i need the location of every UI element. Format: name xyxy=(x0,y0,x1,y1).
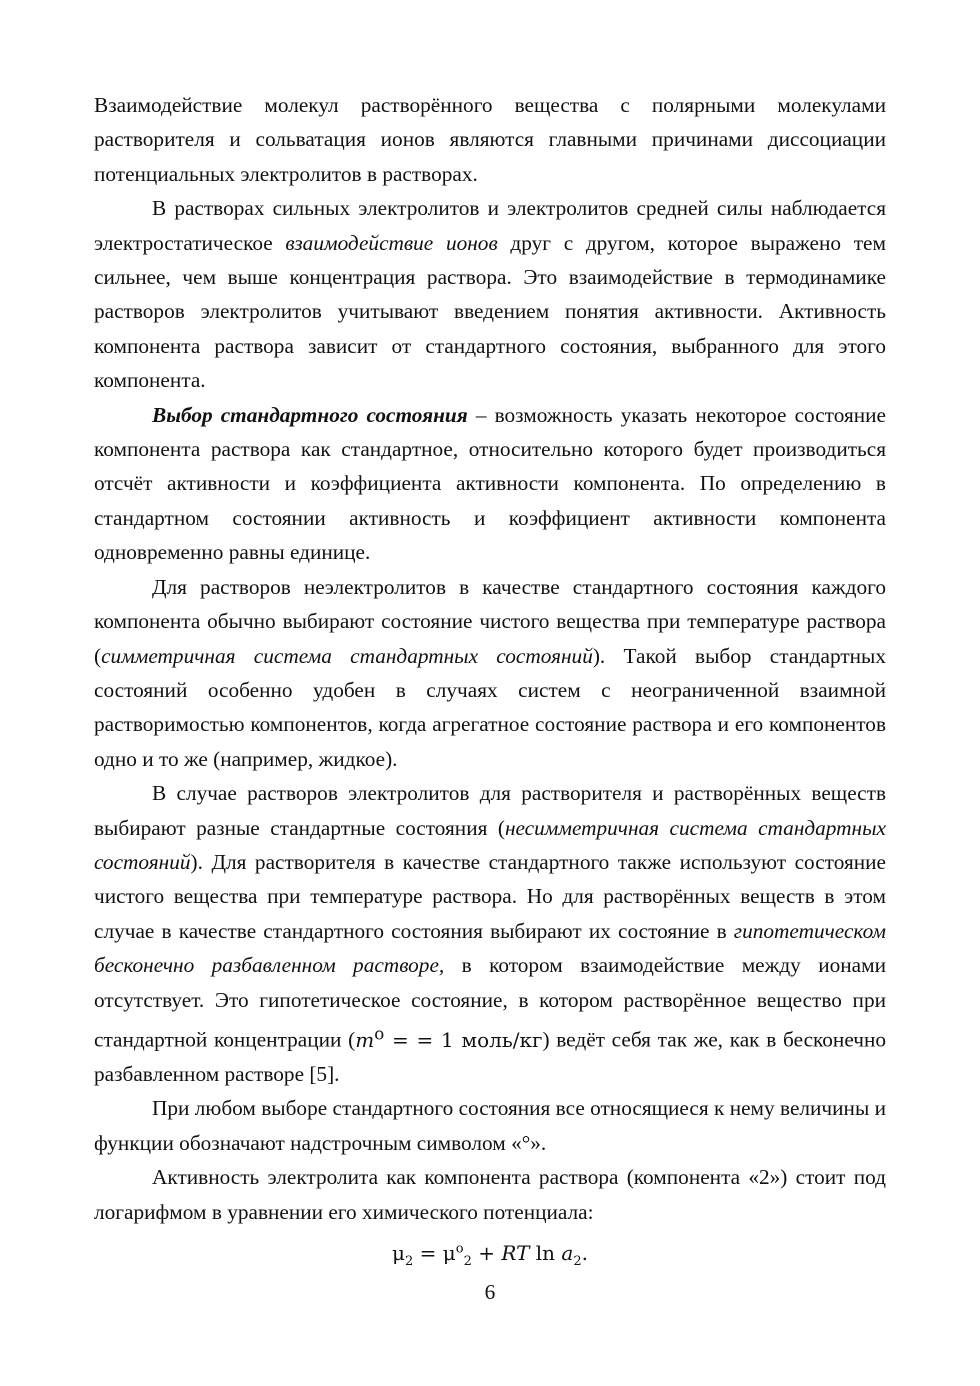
math-value: = = 1 моль/кг xyxy=(384,1027,543,1052)
body-text xyxy=(94,88,886,1229)
formula-a-sub: 2 xyxy=(573,1254,582,1269)
paragraph-6-text: При любом выборе стандартного состояния все относящиеся к нему величины и функции обозначают надстрочным символом «°». xyxy=(94,1096,886,1155)
paragraph-3-term: Выбор стандартного состояния xyxy=(152,402,468,427)
formula-ln: ln xyxy=(529,1241,562,1265)
paragraph-3-text: – возможность указать некоторое состояние компонента раствора как стандартное, относительно которого будет производиться отсчёт активности и коэффициента активности компонента. По определению в стандартном состоянии активность и коэффициент активности компонента одновременно равны единице. xyxy=(94,402,886,565)
paragraph-5-math xyxy=(355,1023,543,1052)
paragraph-4-text-a: Для растворов неэлектролитов в качестве стандартного состояния каждого компонента обычно выбирают состояние чистого вещества при температуре раствора ( xyxy=(94,574,886,668)
paragraph-6 xyxy=(94,1091,886,1160)
formula-equals: = xyxy=(413,1241,443,1265)
paragraph-4-italic-term: симметричная система стандартных состояний xyxy=(101,643,593,668)
formula-mu-sub: 2 xyxy=(405,1254,414,1269)
paragraph-5-italic-term-2: гипотетическом бесконечно разбавленном растворе, xyxy=(94,918,886,978)
paragraph-2-italic-term: взаимодействие ионов xyxy=(285,230,498,255)
paragraph-1 xyxy=(94,88,886,191)
formula-rt: RT xyxy=(501,1241,530,1265)
paragraph-7-text: Активность электролита как компонента раствора (компонента «2») стоит под логарифмом в уравнении его химического потенциала: xyxy=(94,1165,886,1224)
paragraph-4-text-c: ). Такой выбор стандартных состояний особенно удобен в случаях систем с неограниченной взаимной растворимостью компонентов, когда агрегатное состояние раствора и его компонентов одно и то же (например, жидкое). xyxy=(94,643,886,771)
paragraph-1-text: Взаимодействие молекул растворённого вещества с полярными молекулами растворителя и сольватация ионов являются главными причинами диссоциации потенциальных электролитов в растворах. xyxy=(94,93,886,186)
formula-body xyxy=(392,1241,588,1269)
formula-mu: μ xyxy=(392,1241,405,1265)
math-m-sup: o xyxy=(374,1023,385,1043)
paragraph-4 xyxy=(94,570,886,776)
paragraph-5-text-a: В случае растворов электролитов для растворителя и растворённых веществ выбирают разные стандартные состояния ( xyxy=(94,781,886,840)
paragraph-5-italic-term: несимметричная система стандартных состояний xyxy=(94,815,886,874)
paragraph-2 xyxy=(94,191,886,397)
paragraph-5 xyxy=(94,776,886,1091)
formula-mu0: μ xyxy=(442,1241,456,1265)
paragraph-5-text-e: в котором взаимодействие между ионами отсутствует. Это гипотетическое состояние, в котором растворённое вещество при стандартной концентрации ( xyxy=(94,953,886,1052)
formula-period: . xyxy=(581,1241,588,1265)
paragraph-2-text-a: В растворах сильных электролитов и электролитов средней силы наблюдается электростатическое xyxy=(94,196,886,255)
chemical-potential-formula xyxy=(0,1241,980,1269)
math-m: m xyxy=(355,1027,375,1052)
paragraph-5-text-f: ) ведёт себя так же, как в бесконечно разбавленном растворе [5]. xyxy=(94,1027,887,1087)
paragraph-2-text-c: друг с другом, которое выражено тем сильнее, чем выше концентрация раствора. Это взаимодействие в термодинамике растворов электролитов учитывают введением понятия активности. Активность компонента раствора зависит от стандартного состояния, выбранного для этого компонента. xyxy=(94,230,886,393)
paragraph-3 xyxy=(94,398,886,570)
paragraph-5-text-c: ). Для растворителя в качестве стандартного также используют состояние чистого вещества при температуре раствора. Но для растворённых веществ в этом случае в качестве стандартного состояния выбирают их состояние в xyxy=(94,849,886,943)
formula-mu0-sub: 2 xyxy=(463,1254,472,1269)
formula-a: a xyxy=(561,1241,574,1265)
page-number: 6 xyxy=(484,1280,496,1304)
formula-plus: + xyxy=(471,1241,502,1265)
formula-mu0-sup: o xyxy=(455,1241,464,1257)
paragraph-7 xyxy=(94,1160,886,1229)
